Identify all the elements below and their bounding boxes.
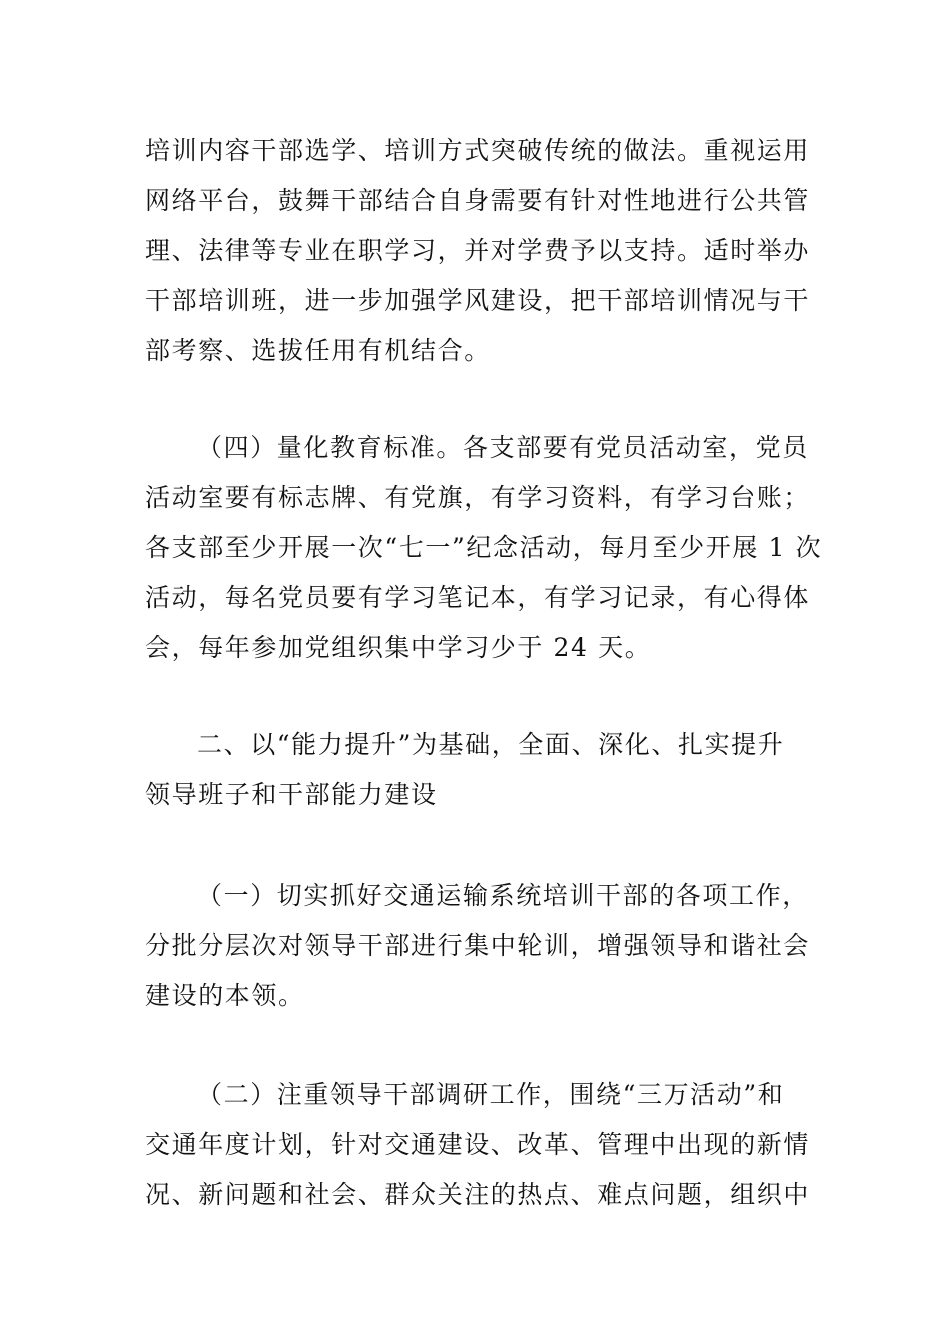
paragraph-quantify-education [145,423,823,673]
text-line: 部考察、选拔任用有机结合。 [145,336,491,365]
text-line: 会，每年参加党组织集中学习少于 24 天。 [145,633,652,662]
paragraph-item-one [145,871,810,1021]
paragraph-item-two [145,1070,810,1220]
text-line: 领导班子和干部能力建设 [145,780,438,809]
text-line: 各支部至少开展一次“七一”纪念活动，每月至少开展 1 次 [145,533,823,562]
text-line: （四）量化教育标准。各支部要有党员活动室，党员 [197,433,809,462]
text-line: 网络平台，鼓舞干部结合自身需要有针对性地进行公共管 [145,186,811,215]
text-line: 理、法律等专业在职学习，并对学费予以支持。适时举办 [145,236,811,265]
text-line: 建设的本领。 [145,981,305,1010]
text-line: （二）注重领导干部调研工作，围绕“三万活动”和 [197,1080,785,1109]
text-line: 分批分层次对领导干部进行集中轮训，增强领导和谐社会 [145,931,811,960]
text-line: 二、以“能力提升”为基础，全面、深化、扎实提升 [197,730,785,759]
text-line: 培训内容干部选学、培训方式突破传统的做法。重视运用 [145,136,811,165]
text-line: 活动室要有标志牌、有党旗，有学习资料，有学习台账； [145,483,811,512]
text-line: （一）切实抓好交通运输系统培训干部的各项工作， [197,881,809,910]
paragraph-training-content [145,126,810,376]
section-heading-two [145,720,810,820]
text-line: 活动，每名党员要有学习笔记本，有学习记录，有心得体 [145,583,811,612]
text-line: 干部培训班，进一步加强学风建设，把干部培训情况与干 [145,286,811,315]
text-line: 交通年度计划，针对交通建设、改革、管理中出现的新情 [145,1130,811,1159]
text-line: 况、新问题和社会、群众关注的热点、难点问题，组织中 [145,1180,811,1209]
